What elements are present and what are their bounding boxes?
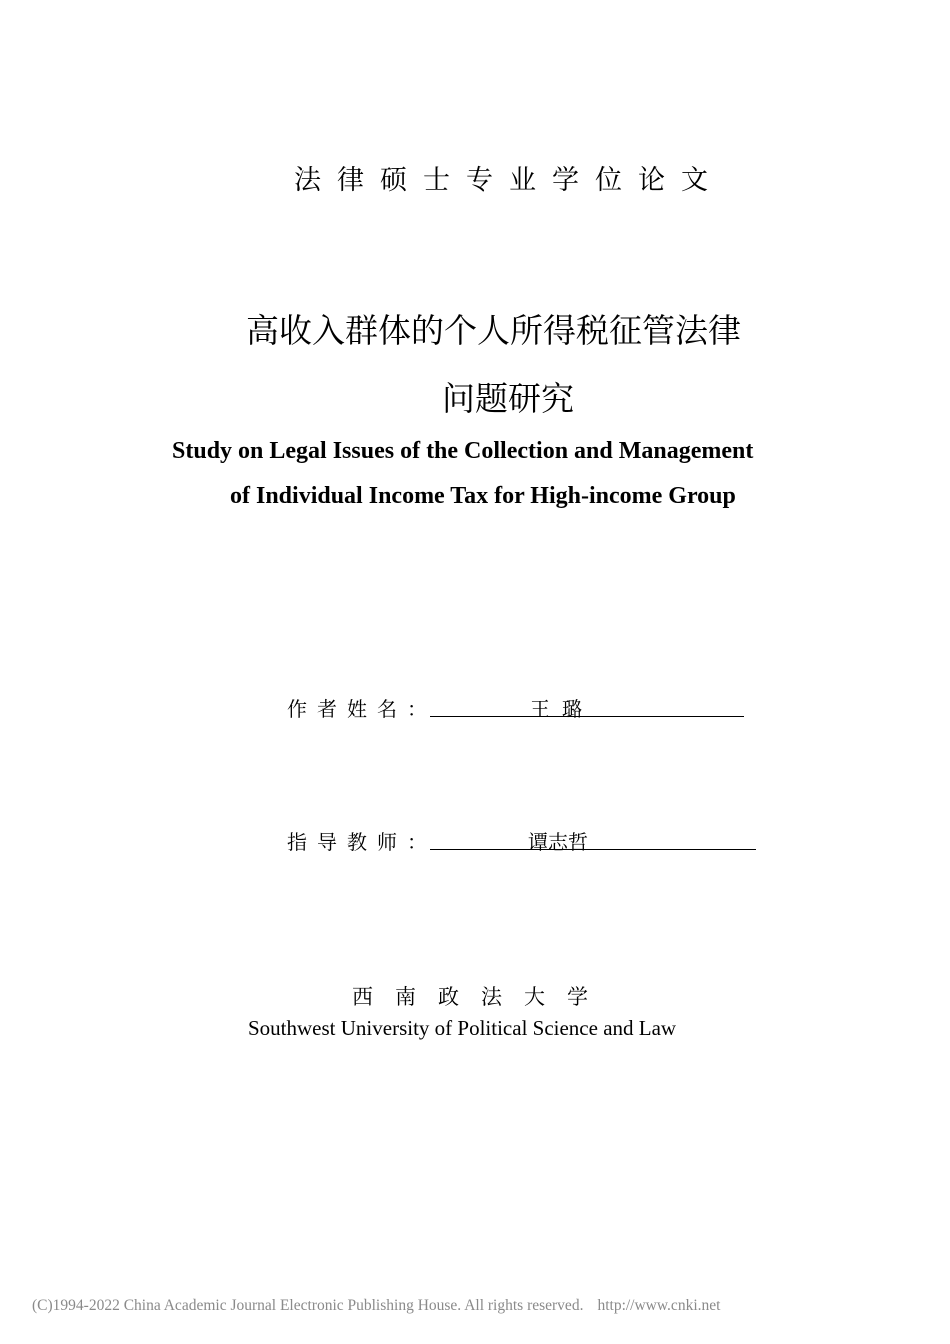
thesis-title-cn-line-2: 问题研究	[442, 379, 574, 418]
author-name: 王璐	[530, 697, 594, 721]
copyright-text: (C)1994-2022 China Academic Journal Electronic Publishing House. All rights reserved.	[32, 1297, 584, 1314]
advisor-name: 谭志哲	[528, 830, 588, 854]
copyright-url: http://www.cnki.net	[597, 1297, 721, 1314]
advisor-underline	[430, 849, 756, 850]
university-name-en: Southwest University of Political Science and Law	[248, 1016, 677, 1040]
copyright-footer	[32, 1297, 720, 1315]
advisor-label: 指导教师：	[287, 830, 437, 854]
university-name-cn: 西南政法大学	[352, 985, 610, 1009]
degree-type-heading: 法律硕士专业学位论文	[294, 165, 724, 196]
author-label: 作者姓名：	[287, 697, 437, 721]
thesis-title-cn-line-1: 高收入群体的个人所得税征管法律	[246, 311, 741, 350]
thesis-title-en-line-2: of Individual Income Tax for High-income Group	[230, 483, 736, 509]
thesis-title-en-line-1: Study on Legal Issues of the Collection and Management	[172, 438, 754, 464]
